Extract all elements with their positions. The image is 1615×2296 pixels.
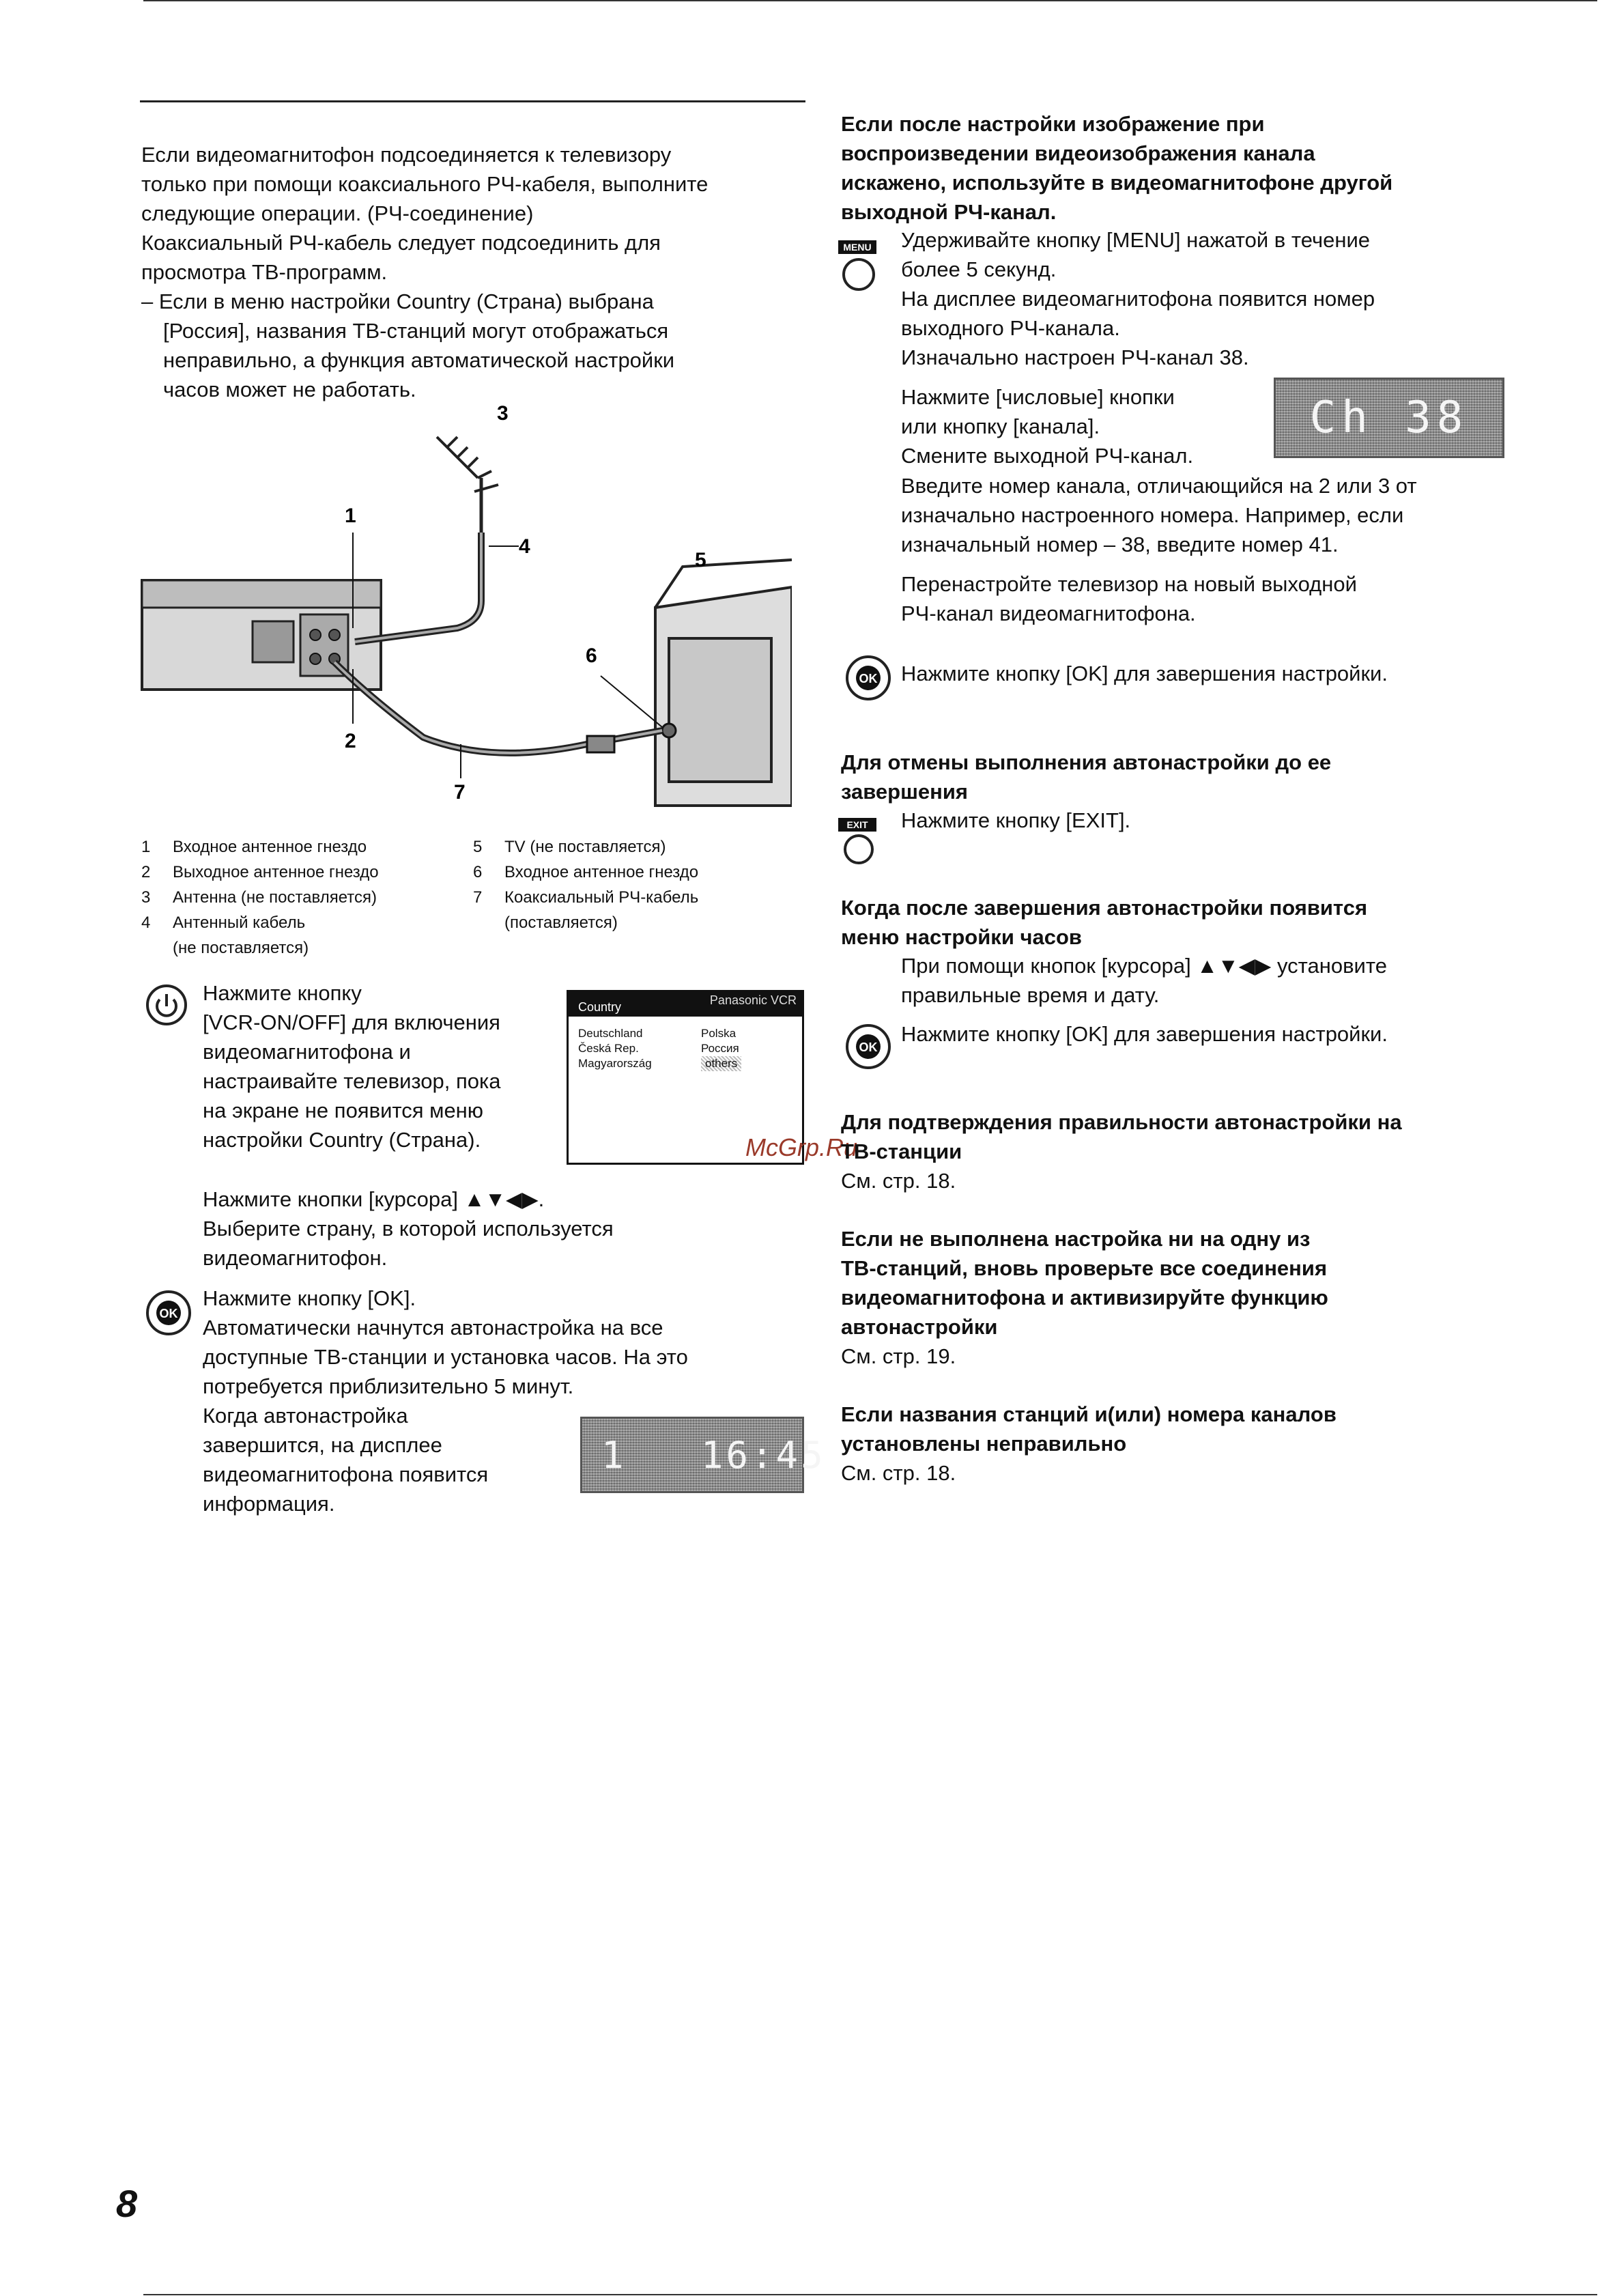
heading-cancel bbox=[841, 748, 1331, 806]
menu-line: На дисплее видеомагнитофона появится номер bbox=[901, 287, 1375, 311]
heading-line: Для подтверждения правильности автонастройки на bbox=[841, 1110, 1402, 1134]
legend-item bbox=[141, 834, 455, 860]
legend-num: 4 bbox=[141, 913, 151, 932]
menu-option[interactable]: Magyarország bbox=[578, 1057, 652, 1070]
channel-line: или кнопку [канала]. bbox=[901, 414, 1100, 438]
channel-line: изначально настроенного номера. Например, если bbox=[901, 503, 1404, 527]
step3b-line: видеомагнитофона появится bbox=[203, 1462, 489, 1486]
menu-line: более 5 секунд. bbox=[901, 257, 1057, 281]
ok-icon-label: OK bbox=[859, 672, 878, 685]
heading-line: Для отмены выполнения автонастройки до ее bbox=[841, 750, 1332, 774]
legend-text: Выходное антенное гнездо bbox=[173, 863, 379, 881]
ok-icon-label: OK bbox=[859, 1040, 878, 1054]
menu-header bbox=[569, 992, 802, 1017]
legend-item bbox=[473, 910, 801, 935]
diagram-label-3: 3 bbox=[497, 402, 509, 425]
exit-icon-label: EXIT bbox=[838, 818, 876, 832]
legend-col2 bbox=[473, 834, 801, 935]
channel-lcd-display bbox=[1274, 378, 1504, 458]
lcd-channel-value: Ch 38 bbox=[1309, 393, 1469, 443]
step2-line: видеомагнитофон. bbox=[203, 1246, 388, 1270]
heading-line: Если не выполнена настройка ни на одну из bbox=[841, 1227, 1311, 1251]
connection-diagram bbox=[137, 396, 792, 819]
country-note bbox=[141, 287, 674, 404]
legend-num: 3 bbox=[141, 888, 151, 907]
step1-line: на экране не появится меню bbox=[203, 1099, 484, 1122]
antenna-illustration bbox=[437, 437, 498, 533]
menu-line: выходного РЧ-канала. bbox=[901, 316, 1120, 340]
note-line: неправильно, а функция автоматической настройки bbox=[163, 348, 675, 372]
heading-line: выходной РЧ-канал. bbox=[841, 200, 1057, 224]
retune-instructions bbox=[901, 569, 1357, 628]
step2-line: Выберите страну, в которой используется bbox=[203, 1217, 614, 1241]
retune-line: Перенастройте телевизор на новый выходной bbox=[901, 572, 1357, 596]
menu-title: Country bbox=[578, 1000, 622, 1014]
menu-option-selected[interactable]: others bbox=[701, 1056, 741, 1071]
clock-instructions bbox=[901, 951, 1387, 1010]
diagram-label-6: 6 bbox=[586, 644, 597, 667]
step3b-text bbox=[203, 1401, 488, 1518]
heading-line: ТВ-станций, вновь проверьте все соединения bbox=[841, 1256, 1328, 1280]
retune-line: РЧ-канал видеомагнитофона. bbox=[901, 601, 1196, 625]
ok-button-icon bbox=[844, 1023, 892, 1071]
diagram-label-7: 7 bbox=[454, 781, 466, 804]
top-rule bbox=[143, 0, 1597, 1]
legend-text: Антенна (не поставляется) bbox=[173, 888, 377, 907]
menu-option[interactable]: Polska bbox=[701, 1027, 737, 1040]
legend-text: TV (не поставляется) bbox=[504, 838, 666, 856]
intro-line: только при помощи коаксиального РЧ-кабеля, выполните bbox=[141, 172, 709, 196]
legend-text: Входное антенное гнездо bbox=[173, 838, 367, 856]
note-line: – Если в меню настройки Country (Страна) выбрана bbox=[141, 289, 654, 313]
heading-wrong-names bbox=[841, 1400, 1337, 1458]
power-icon bbox=[145, 983, 188, 1027]
step3-line: Нажмите кнопку [OK]. bbox=[203, 1286, 416, 1310]
legend-col1 bbox=[141, 834, 455, 961]
tv-illustration bbox=[655, 560, 792, 806]
step3b-line: информация. bbox=[203, 1492, 335, 1516]
heading-line: Если названия станций и(или) номера каналов bbox=[841, 1402, 1337, 1426]
ok-instruction-2: Нажмите кнопку [OK] для завершения настройки. bbox=[901, 1022, 1388, 1046]
heading-line: видеомагнитофона и активизируйте функцию bbox=[841, 1286, 1328, 1309]
step1-line: видеомагнитофона и bbox=[203, 1040, 411, 1064]
ok-instruction-1: Нажмите кнопку [OK] для завершения настройки. bbox=[901, 662, 1388, 685]
clock-lcd-display bbox=[580, 1417, 826, 1493]
heading-clock-menu bbox=[841, 893, 1367, 952]
step1-line: настраивайте телевизор, пока bbox=[203, 1069, 501, 1093]
clock-line: При помощи кнопок [курсора] ▲▼◀▶ установите bbox=[901, 954, 1387, 978]
heading-line: автонастройки bbox=[841, 1315, 998, 1339]
note-line: [Россия], названия ТВ-станций могут отображаться bbox=[163, 319, 669, 343]
menu-option[interactable]: Deutschland bbox=[578, 1027, 643, 1040]
menu-line: Удерживайте кнопку [MENU] нажатой в течение bbox=[901, 228, 1371, 252]
page-number: 8 bbox=[116, 2182, 138, 2225]
legend-text: (поставляется) bbox=[504, 913, 618, 932]
step3-line: доступные ТВ-станции и установка часов. На это bbox=[203, 1345, 688, 1369]
legend-item bbox=[141, 910, 455, 935]
page-reference: См. стр. 18. bbox=[841, 1461, 956, 1485]
menu-line: Изначально настроен РЧ-канал 38. bbox=[901, 345, 1249, 369]
menu-col bbox=[701, 1026, 741, 1071]
step1-line: Нажмите кнопку bbox=[203, 981, 362, 1005]
heading-no-stations bbox=[841, 1224, 1328, 1342]
intro-line: Если видеомагнитофон подсоединяется к телевизору bbox=[141, 143, 672, 167]
heading-line: воспроизведении видеоизображения канала bbox=[841, 141, 1315, 165]
ok-button-icon bbox=[145, 1289, 192, 1337]
heading-line: искажено, используйте в видеомагнитофоне другой bbox=[841, 171, 1393, 195]
step3b-line: завершится, на дисплее bbox=[203, 1433, 442, 1457]
ok-button-icon bbox=[844, 654, 892, 702]
legend-text: (не поставляется) bbox=[173, 939, 309, 957]
legend-num: 6 bbox=[473, 863, 483, 881]
exit-instruction: Нажмите кнопку [EXIT]. bbox=[901, 808, 1131, 832]
channel-line: изначальный номер – 38, введите номер 41. bbox=[901, 533, 1339, 556]
step2-text bbox=[203, 1185, 614, 1273]
heading-line: установлены неправильно bbox=[841, 1432, 1127, 1456]
heading-line: меню настройки часов bbox=[841, 925, 1082, 949]
intro-line: следующие операции. (РЧ-соединение) bbox=[141, 201, 534, 225]
step3-line: Автоматически начнутся автонастройка на все bbox=[203, 1316, 663, 1340]
step1-text bbox=[203, 978, 501, 1154]
legend-num: 5 bbox=[473, 838, 483, 856]
legend-text: Антенный кабель bbox=[173, 913, 306, 932]
channel-line: Введите номер канала, отличающийся на 2 или 3 от bbox=[901, 474, 1417, 498]
legend-num: 1 bbox=[141, 838, 151, 856]
legend-num: 7 bbox=[473, 888, 483, 907]
diagram-label-4: 4 bbox=[519, 535, 530, 558]
menu-options bbox=[569, 1017, 802, 1081]
page-reference: См. стр. 18. bbox=[841, 1169, 956, 1193]
legend-item bbox=[141, 885, 455, 910]
step1-line: настройки Country (Страна). bbox=[203, 1128, 481, 1152]
ok-icon-label: OK bbox=[159, 1307, 178, 1320]
heading-confirm bbox=[841, 1107, 1402, 1166]
step1-line: [VCR-ON/OFF] для включения bbox=[203, 1010, 500, 1034]
heading-line: завершения bbox=[841, 780, 969, 804]
diagram-label-5: 5 bbox=[695, 549, 706, 571]
bottom-rule bbox=[143, 2294, 1597, 2295]
note-line: часов может не работать. bbox=[163, 378, 416, 401]
legend-item bbox=[141, 935, 455, 961]
diagram-label-1: 1 bbox=[345, 505, 356, 527]
legend-item bbox=[473, 885, 801, 910]
step2-line: Нажмите кнопки [курсора] ▲▼◀▶. bbox=[203, 1187, 545, 1211]
channel-line: Смените выходной РЧ-канал. bbox=[901, 444, 1194, 468]
step3-line: потребуется приблизительно 5 минут. bbox=[203, 1374, 574, 1398]
step3-text bbox=[203, 1284, 688, 1401]
channel-line: Нажмите [числовые] кнопки bbox=[901, 385, 1175, 409]
menu-brand: Panasonic VCR bbox=[709, 993, 797, 1007]
menu-option[interactable]: Česká Rep. bbox=[578, 1042, 639, 1055]
diagram-label-2: 2 bbox=[345, 730, 356, 752]
channel-instructions-a bbox=[901, 382, 1193, 470]
legend-item bbox=[473, 834, 801, 860]
menu-option[interactable]: Россия bbox=[701, 1042, 739, 1055]
menu-button-icon bbox=[838, 240, 876, 295]
legend-text: Коаксиальный РЧ-кабель bbox=[504, 888, 699, 907]
channel-instructions-b bbox=[901, 471, 1417, 559]
legend-item bbox=[141, 860, 455, 885]
menu-col bbox=[578, 1026, 701, 1071]
legend-item bbox=[473, 860, 801, 885]
heading-line: Когда после завершения автонастройки появится bbox=[841, 896, 1368, 920]
step3b-line: Когда автонастройка bbox=[203, 1404, 408, 1428]
intro-line: просмотра ТВ-программ. bbox=[141, 260, 388, 284]
heading-line: ТВ-станции bbox=[841, 1139, 962, 1163]
lcd-clock-value: 1 16:45 bbox=[601, 1433, 826, 1477]
intro-line: Коаксиальный РЧ-кабель следует подсоединить для bbox=[141, 231, 661, 255]
legend-num: 2 bbox=[141, 863, 151, 881]
section-rule bbox=[140, 100, 805, 102]
exit-button-icon bbox=[838, 818, 876, 867]
watermark: McGrp.Ru bbox=[745, 1133, 858, 1161]
legend-text: Входное антенное гнездо bbox=[504, 863, 699, 881]
intro-paragraph bbox=[141, 140, 708, 287]
menu-instructions bbox=[901, 225, 1375, 372]
clock-line: правильные время и дату. bbox=[901, 983, 1160, 1007]
heading-line: Если после настройки изображение при bbox=[841, 112, 1265, 136]
page-reference: См. стр. 19. bbox=[841, 1344, 956, 1368]
menu-icon-label: MENU bbox=[838, 240, 876, 254]
heading-distorted bbox=[841, 109, 1392, 227]
